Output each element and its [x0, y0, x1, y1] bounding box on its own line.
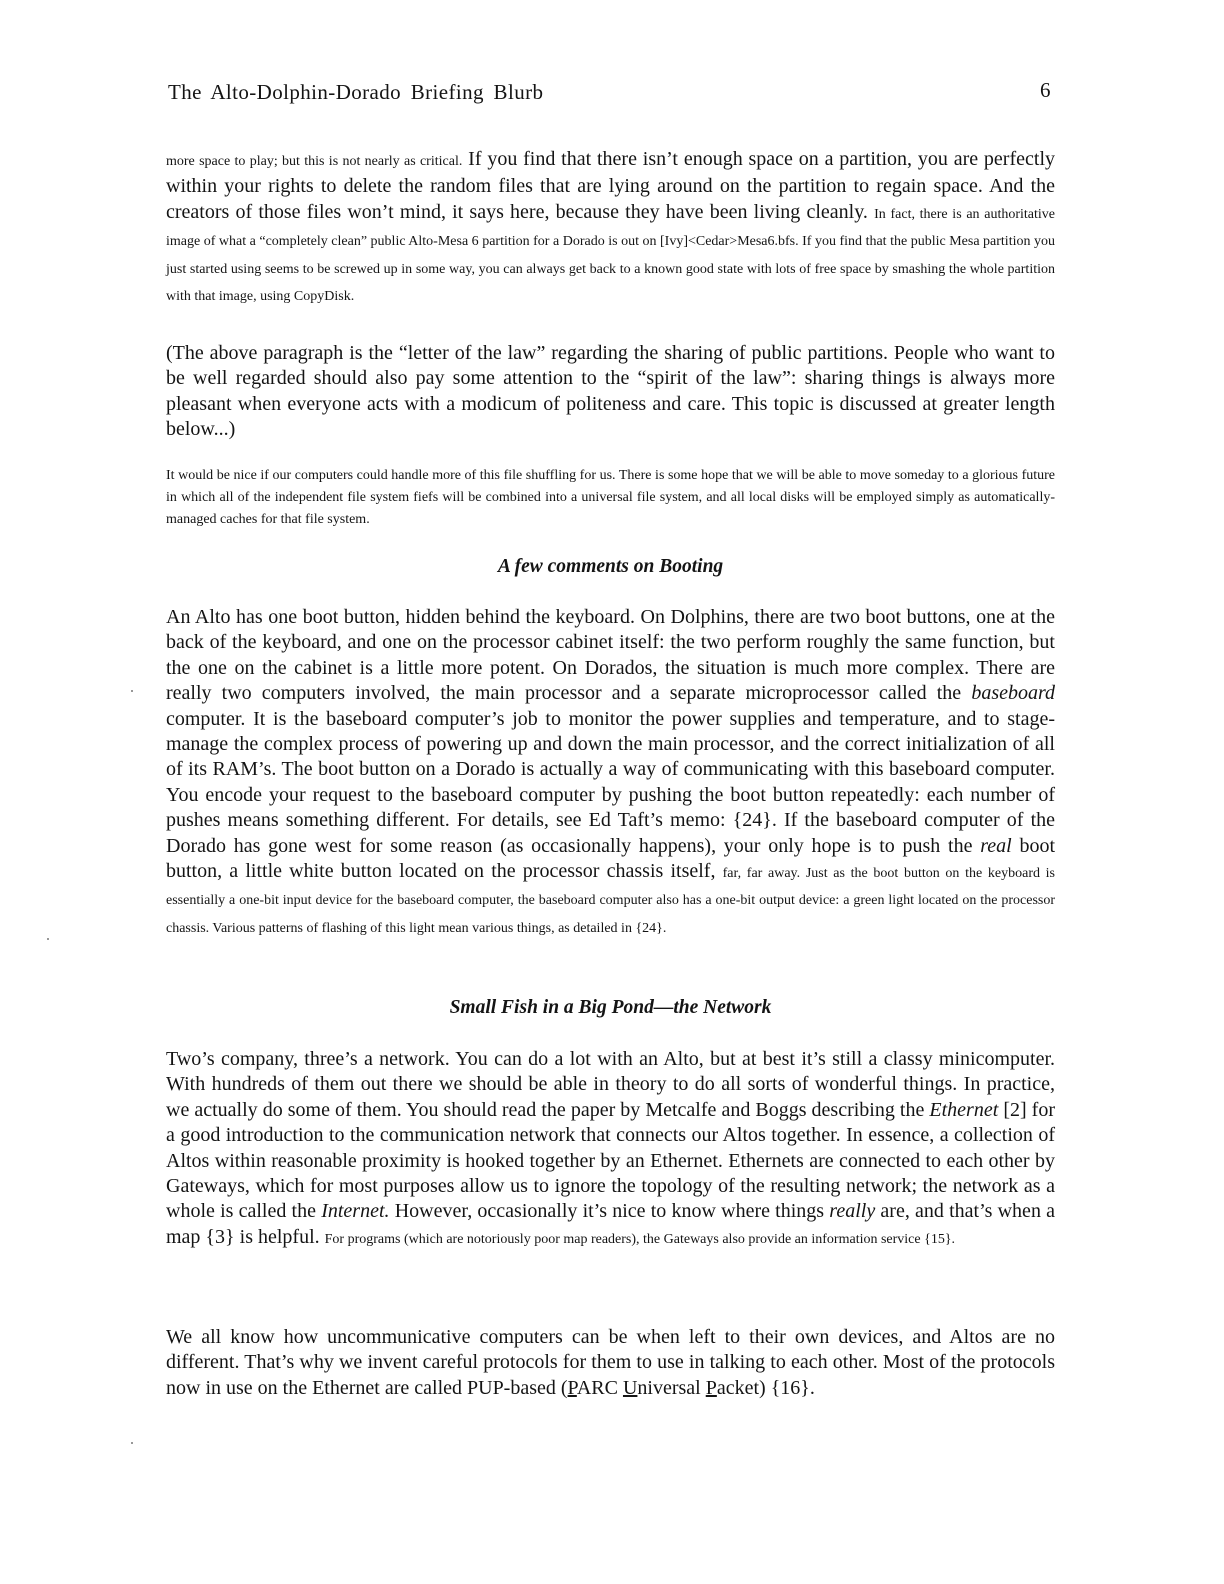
booting-small-tail: far, far away. Just as the boot button on the keyboard is essentially a one-bit input device for the baseboard computer, the baseboard computer also has a one-bit output device: a green light located on the processor chassis. Various patterns of flashing of this light mean various things, as detailed in {24}.: [166, 866, 1055, 936]
paragraph-network: [166, 1047, 1055, 1252]
main-text: If you find that there isn’t enough space on a partition, you are perfectly within your rights to delete the random files that are lying around on the partition to regain space. And the creators of those files won’t mind, it says here, because they have been living cleanly.: [166, 148, 1055, 223]
network-text-2: [2] for a good introduction to the communication network that connects our Altos together. In essence, a collection of Altos within reasonable proximity is hooked together by an Ethernet. Ethernets are connected to each other by Gateways, which for most purposes allow us to ignore the topology of the resulting network; the network as a whole is called the: [166, 1098, 1055, 1223]
booting-text-3: boot button, a little white button located on the processor chassis itself,: [166, 834, 1056, 883]
paragraph-letter-of-law: (The above paragraph is the “letter of the law” regarding the sharing of public partitions. People who want to be well regarded should also pay some attention to the “spirit of the law”: sharing things is always more pleasant when everyone acts with a modicum of politeness and care. This topic is discussed at greater length below...): [166, 342, 1055, 441]
network-emphasis-ethernet: Ethernet: [929, 1098, 999, 1121]
section-heading-booting: A few comments on Booting: [497, 556, 724, 577]
network-text-3: However, occasionally it’s nice to know where things: [394, 1200, 825, 1223]
network-emphasis-internet: Internet.: [321, 1200, 390, 1223]
network-small-tail: For programs (which are notoriously poor map readers), the Gateways also provide an information service {15}.: [324, 1231, 956, 1247]
paragraph-file-shuffling: It would be nice if our computers could handle more of this file shuffling for us. There is some hope that we will be able to move someday to a glorious future in which all of the independent file system fiefs will be combined into a universal file system, and all local disks will be employed simply as automatically-managed caches for that file system.: [166, 468, 1055, 527]
protocols-text-1: We all know how uncommunicative computers can be when left to their own devices, and Altos are no different. That’s why we invent careful protocols for them to use in talking to each other. Most of the protocols now in use on the Ethernet are called PUP-based (: [166, 1326, 1055, 1399]
section-heading-network: Small Fish in a Big Pond—the Network: [449, 997, 772, 1018]
booting-emphasis-baseboard: baseboard: [971, 682, 1056, 705]
page-number: 6: [1040, 78, 1051, 102]
scan-speck: [47, 938, 49, 940]
booting-text-2: computer. It is the baseboard computer’s job to monitor the power supplies and temperature, and to stage-manage the complex process of powering up and down the main processor, and the correct initialization of all of its RAM’s. The boot button on a Dorado is actually a way of communicating with this baseboard computer. You encode your request to the baseboard computer by pushing the boot button repeatedly: each number of pushes means something different. For details, see Ed Taft’s memo: {24}. If the baseboard computer of the Dorado has gone west for some reason (as occasionally happens), your only hope is to push the: [166, 707, 1055, 857]
protocols-underline-p: P: [567, 1376, 577, 1399]
booting-emphasis-real: real: [980, 834, 1012, 857]
scan-speck: [131, 690, 133, 692]
protocols-underline-u: U: [622, 1376, 638, 1399]
protocols-text-4: acket) {16}.: [716, 1376, 815, 1399]
scan-speck: [131, 1442, 133, 1444]
running-header-title: The Alto-Dolphin-Dorado Briefing Blurb: [168, 80, 544, 104]
booting-text-1: An Alto has one boot button, hidden behind the keyboard. On Dolphins, there are two boot buttons, one at the back of the keyboard, and one on the processor cabinet itself: the two perform roughly the same function, but the one on the cabinet is a little more potent. On Dorados, the situation is much more complex. There are really two computers involved, the main processor and a separate microprocessor called the: [166, 606, 1055, 705]
small-lead-text: more space to play; but this is not nearly as critical.: [166, 154, 463, 169]
paragraph-protocols: [166, 1325, 1055, 1401]
network-text-1: Two’s company, three’s a network. You can do a lot with an Alto, but at best it’s still a classy minicomputer. With hundreds of them out there we should be able in theory to do all sorts of wonderful things. In practice, we actually do some of them. You should read the paper by Metcalfe and Boggs describing the: [166, 1048, 1055, 1121]
network-emphasis-really: really: [829, 1200, 876, 1223]
protocols-underline-p2: P: [705, 1376, 717, 1399]
protocols-text-3: niversal: [637, 1376, 706, 1399]
protocols-text-2: ARC: [576, 1376, 623, 1399]
network-text-4: are, and that’s when a map {3} is helpful.: [166, 1200, 1056, 1248]
paragraph-booting: [166, 605, 1055, 941]
small-tail-text: In fact, there is an authoritative image of what a “completely clean” public Alto-Mesa 6 partition for a Dorado is out on [Ivy]<Cedar>Mesa6.bfs. If you find that the public Mesa partition you just started using seems to be screwed up in some way, you can always get back to a known good state with lots of free space by smashing the whole partition with that image, using CopyDisk.: [166, 206, 1055, 305]
paragraph-partition-space: [166, 147, 1055, 309]
